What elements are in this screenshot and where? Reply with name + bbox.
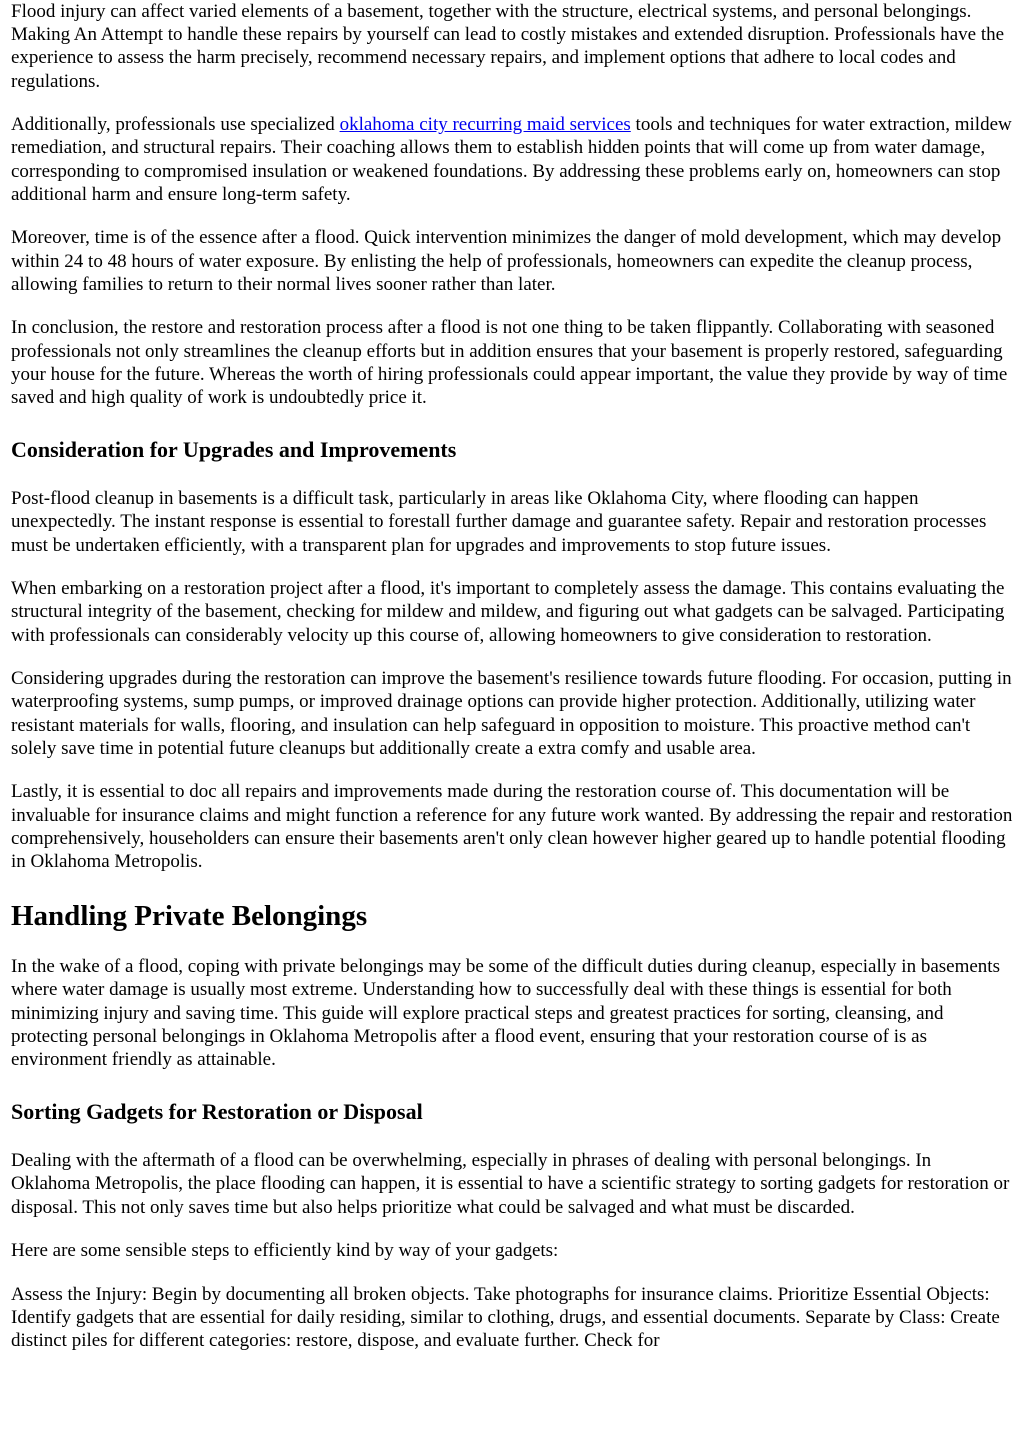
paragraph: Here are some sensible steps to efficiently kind by way of your gadgets: [11,1240,559,1262]
section-heading-belongings: Handling Private Belongings [11,900,368,933]
paragraph-text: tools and techniques for water extraction, mildew remediation, and structural repairs. Their coaching allows them to establish hidden points that will come up from water damage, corresponding to compromised insulation or weakened foundations. By addressing these problems early on, homeowners can stop additional harm and ensure long-term safety. [11,114,1012,205]
paragraph: Lastly, it is essential to doc all repairs and improvements made during the restoration course of. This documentation will be invaluable for insurance claims and might function a reference for any future work wanted. By addressing the repair and restoration comprehensively, householders can ensure their basements aren't only clean however higher geared up to handle potential flooding in Oklahoma Metropolis. [11,781,1013,873]
paragraph-text: Additionally, professionals use specialized [11,114,340,136]
paragraph: Post-flood cleanup in basements is a difficult task, particularly in areas like Oklahoma City, where flooding can happen unexpectedly. The instant response is essential to forestall further damage and guarantee safety. Repair and restoration processes must be undertaken efficiently, with a transparent plan for upgrades and improvements to stop future issues. [11,488,987,556]
paragraph: When embarking on a restoration project after a flood, it's important to completely assess the damage. This contains evaluating the structural integrity of the basement, checking for mildew and mildew, and figuring out what gadgets can be salvaged. Participating with professionals can considerably velocity up this course of, allowing homeowners to give consideration to restoration. [11,578,1005,646]
article-body [11,0,1015,1352]
paragraph: Moreover, time is of the essence after a flood. Quick intervention minimizes the danger of mold development, which may develop within 24 to 48 hours of water exposure. By enlisting the help of professionals, homeowners can expedite the cleanup process, allowing families to return to their normal lives sooner rather than later. [11,227,1002,295]
paragraph: In the wake of a flood, coping with private belongings may be some of the difficult duties during cleanup, especially in basements where water damage is usually most extreme. Understanding how to successfully deal with these things is essential for both minimizing injury and saving time. This guide will explore practical steps and greatest practices for sorting, cleansing, and protecting personal belongings in Oklahoma Metropolis after a flood event, ensuring that your restoration course of is as environment friendly as attainable. [11,956,1000,1071]
paragraph-with-link [11,113,1015,206]
paragraph: In conclusion, the restore and restoration process after a flood is not one thing to be taken flippantly. Collaborating with seasoned professionals not only streamlines the cleanup efforts but in addition ensures that your basement is properly restored, safeguarding your house for the future. Whereas the worth of hiring professionals could appear important, the value they provide by way of time saved and high quality of work is undoubtedly price it. [11,317,1008,409]
section-heading-sorting: Sorting Gadgets for Restoration or Disposal [11,1099,423,1125]
paragraph: Assess the Injury: Begin by documenting all broken objects. Take photographs for insurance claims. Prioritize Essential Objects: Identify gadgets that are essential for daily residing, similar to clothing, drugs, and essential documents. Separate by Class: Create distinct piles for different categories: restore, dispose, and evaluate further. Check for [11,1283,1000,1352]
paragraph: Dealing with the aftermath of a flood can be overwhelming, especially in phrases of dealing with personal belongings. In Oklahoma Metropolis, the place flooding can happen, it is essential to have a scientific strategy to sorting gadgets for restoration or disposal. This not only saves time but also helps prioritize what could be salvaged and what must be discarded. [11,1150,1010,1218]
paragraph: Considering upgrades during the restoration can improve the basement's resilience towards future flooding. For occasion, putting in waterproofing systems, sump pumps, or improved drainage options can provide higher protection. Additionally, utilizing water resistant materials for walls, flooring, and insulation can help safeguard in opposition to moisture. This proactive method can't solely save time in potential future cleanups but additionally create a extra comfy and usable area. [11,668,1012,759]
maid-services-link[interactable]: oklahoma city recurring maid services [339,114,631,136]
paragraph: Flood injury can affect varied elements of a basement, together with the structure, electrical systems, and personal belongings. Making An Attempt to handle these repairs by yourself can lead to costly mistakes and extended disruption. Professionals have the experience to assess the harm precisely, recommend necessary repairs, and implement options that adhere to local codes and regulations. [11,1,1005,92]
section-heading-upgrades: Consideration for Upgrades and Improvements [11,437,457,463]
